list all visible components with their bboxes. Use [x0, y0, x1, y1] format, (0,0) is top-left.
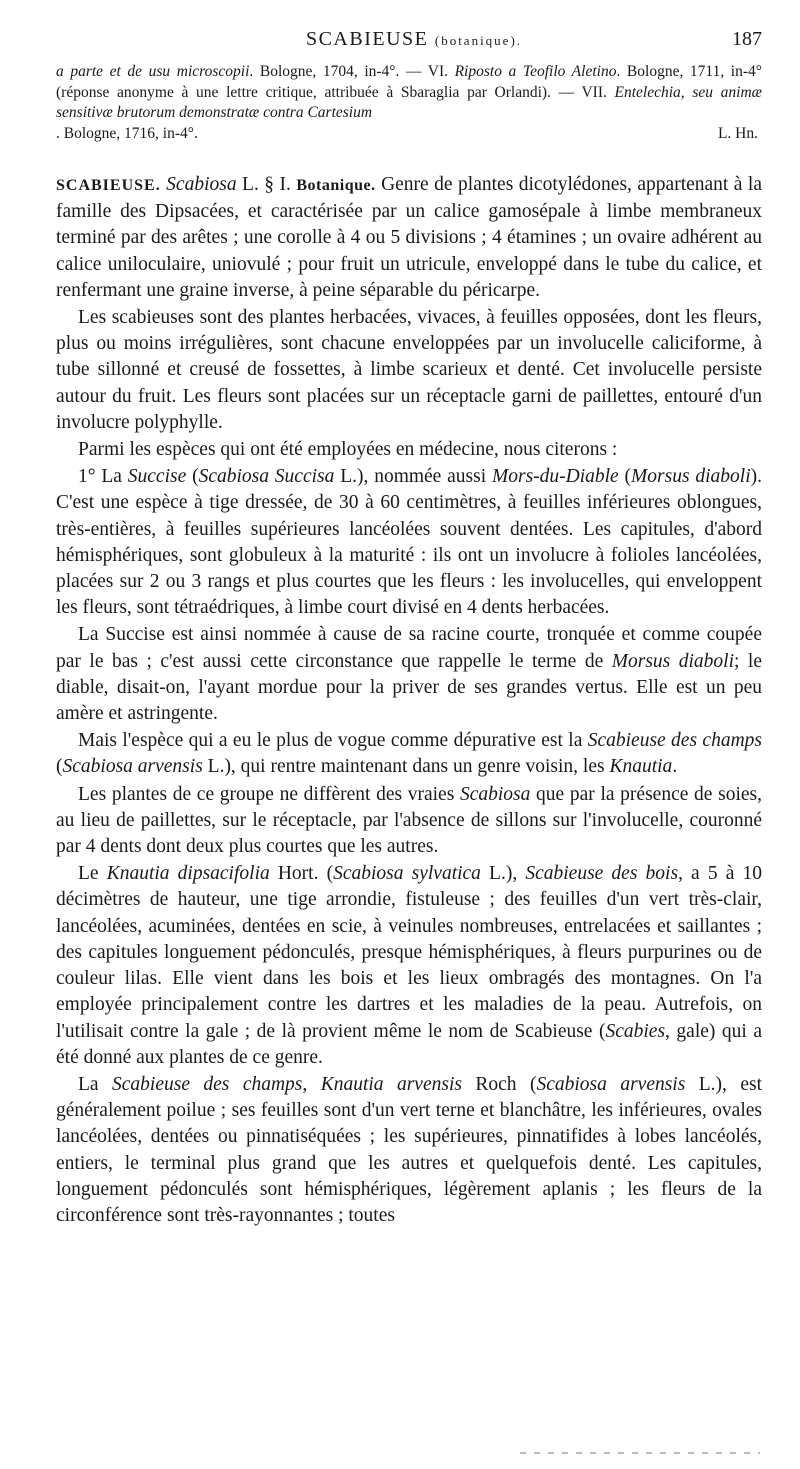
bibliography-last-line: . Bologne, 1716, in-4°. L. Hn.: [56, 124, 762, 145]
paragraph-knautia-group: Les plantes de ce groupe ne diffèrent des vraies Scabiosa que par la présence de soies, au lieu de paillettes, sur le réceptacle, par l'absence de sillons sur l'involucelle, couronné par 4 dents dont deux plus courtes que les autres.: [56, 783, 762, 858]
running-subtitle: (botanique).: [434, 33, 523, 48]
running-header: [56, 28, 762, 54]
paragraph-knautia-arvensis: La Scabieuse des champs, Knautia arvensis Roch (Scabiosa arvensis L.), est généralement poilue ; ses feuilles sont d'un vert terne et blanchâtre, les inférieures, ovales lancéolées, dentées ou pinnatiséquées ; les supérieures, pinnatifides à lobes lancéolés, entiers, le terminal plus grand que les autres et quelquefois denté. Les capitules, longuement pédonculés sont hémisphériques, légèrement aplanis ; les fleurs de la circonférence sont très-rayonnantes ; toutes: [56, 1073, 762, 1226]
paragraph-intro-species: Parmi les espèces qui ont été employées en médecine, nous citerons :: [78, 439, 618, 461]
paragraph-succise: 1° La Succise (Scabiosa Succisa L.), nommée aussi Mors-du-Diable (Morsus diaboli). C'est une espèce à tige dressée, de 30 à 60 centimètres, à feuilles inférieures oblongues, très-entières, à feuilles supérieures lancéolées souvent dentées. Les capitules, d'abord hémisphériques, sont globuleux à la maturité : ils ont un involucre à folioles lancéolées, placées sur 2 ou 3 rangs et plus courtes que les fleurs : les involucelles, qui enveloppent les fleurs, sont tétraédriques, à limbe court divisé en 4 dents herbacées.: [56, 466, 763, 619]
paragraph-description: Les scabieuses sont des plantes herbacées, vivaces, à feuilles opposées, dont les fleurs, plus ou moins irrégulières, sont chacune enveloppées par un involucelle caliciforme, à tube sillonné et creusé de fossettes, à limbe scarieux et denté. Cet involucelle persiste autour du fruit. Les fleurs sont placées sur un réceptacle garni de paillettes, entouré d'un involucre polyphylle.: [56, 307, 762, 433]
article-body: [56, 172, 762, 1229]
bibliography-text: a parte et de usu microscopii. Bologne, 1704, in-4°. — VI. Riposto a Teofilo Aletino. Bologne, 1711, in-4° (réponse anonyme à une lettre critique, attribuée à Sbaraglia par Orlandi). — VII. Entelechia, seu animæ sensitivæ brutorum demonstratæ contra Cartesium: [56, 63, 762, 121]
entry-headword: SCABIEUSE.: [56, 177, 161, 194]
paragraph-scabieuse-champs: Mais l'espèce qui a eu le plus de vogue comme dépurative est la Scabieuse des champs (Scabiosa arvensis L.), qui rentre maintenant dans un genre voisin, les Knautia.: [56, 730, 762, 778]
author-signature: L. Hn.: [717, 124, 758, 142]
paragraph-definition: SCABIEUSE. Scabiosa L. § I. Botanique. Genre de plantes dicotylédones, appartenant à la famille des Dipsacées, et caractérisée par un calice gamosépale à limbe membraneux terminé par des arêtes ; une corolle à 4 ou 5 divisions ; 4 étamines ; un ovaire adhérent au calice uniloculaire, uniovulé ; pour fruit un utricule, enveloppé dans le tube du calice, et renfermant une graine inverse, à peine séparable du péricarpe.: [56, 174, 762, 301]
section-label: Botanique.: [296, 177, 376, 194]
print-smudge: [520, 1452, 760, 1454]
page-number: 187: [731, 28, 762, 50]
paragraph-succise-name: La Succise est ainsi nommée à cause de sa racine courte, tronquée et comme coupée par le bas ; c'est aussi cette circonstance que rappelle le terme de Morsus diaboli; le diable, disait-on, l'ayant mordue pour la priver de ses grandes vertus. Elle est un peu amère et astringente.: [56, 624, 762, 725]
running-title: SCABIEUSE (botanique).: [305, 28, 523, 50]
paragraph-knautia-dipsacifolia: Le Knautia dipsacifolia Hort. (Scabiosa sylvatica L.), Scabieuse des bois, a 5 à 10 décimètres de hauteur, une tige arrondie, fistuleuse ; des feuilles d'un vert très-clair, lancéolées, acuminées, dentées en scie, à veinules nombreuses, entrelacées et saillantes ; des capitules longuement pédonculés, presque hémisphériques, à fleurs purpurines ou de couleur lilas. Elle vient dans les bois et les lieux ombragés des montagnes. On l'a employée principalement contre les dartres et les maladies de la peau. Autrefois, on l'utilisait contre la gale ; de là provient même le nom de Scabieuse (Scabies, gale) qui a été donné aux plantes de ce genre.: [56, 863, 762, 1068]
bibliography-continuation: [56, 62, 762, 144]
